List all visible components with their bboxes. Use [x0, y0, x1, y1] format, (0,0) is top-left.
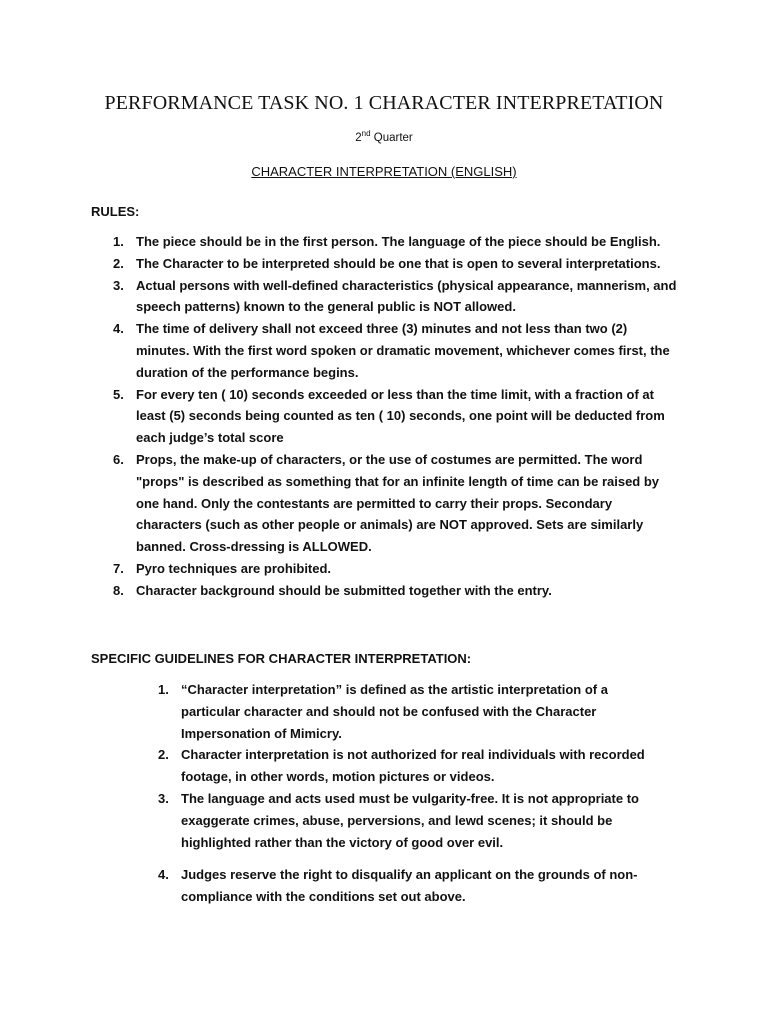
- guideline-item: [158, 744, 654, 788]
- rule-text: Props, the make-up of characters, or the use of costumes are permitted. The word "props" is described as something that for an infinite length of time can be raised by one hand. Only the contestants are permitted to carry their props. Secondary characters (such as other people or animals) are NOT approved. Sets are similarly banned. Cross-dressing is ALLOWED.: [136, 451, 660, 555]
- guideline-item: [158, 864, 654, 908]
- guideline-text: The language and acts used must be vulgarity-free. It is not appropriate to exaggerate crimes, abuse, perversions, and lewd scenes; it should be highlighted rather than the victory of good over evil.: [181, 790, 639, 850]
- rule-item: [113, 231, 679, 253]
- guideline-text: Character interpretation is not authorized for real individuals with recorded footage, in other words, motion pictures or videos.: [181, 747, 645, 785]
- guideline-item: [158, 788, 654, 853]
- rule-item: [113, 253, 679, 275]
- rule-text: The time of delivery shall not exceed three (3) minutes and not less than two (2) minutes. With the first word spoken or dramatic movement, whichever comes first, the duration of the performance begins.: [136, 321, 670, 380]
- quarter-ordinal-suffix: nd: [361, 129, 371, 138]
- guideline-number: 4.: [158, 867, 169, 883]
- quarter-text: Quarter: [370, 132, 413, 144]
- guideline-text: “Character interpretation” is defined as the artistic interpretation of a particular character and should not be confused with the Character Impersonation of Mimicry.: [181, 682, 608, 741]
- rule-item: [113, 580, 679, 602]
- document-title: PERFORMANCE TASK NO. 1 CHARACTER INTERPRETATION: [104, 92, 664, 114]
- rule-text: The Character to be interpreted should be one that is open to several interpretations.: [136, 255, 661, 271]
- rule-text: Actual persons with well-defined characteristics (physical appearance, mannerism, and speech patterns) known to the general public is NOT allowed.: [136, 277, 677, 315]
- rule-number: 4.: [113, 321, 124, 337]
- section-heading: CHARACTER INTERPRETATION (ENGLISH): [251, 164, 517, 179]
- rule-number: 8.: [113, 582, 124, 598]
- guideline-number: 2.: [158, 747, 169, 763]
- rule-number: 7.: [113, 560, 124, 576]
- rule-item: [113, 275, 679, 319]
- rule-text: Pyro techniques are prohibited.: [136, 560, 332, 576]
- rule-number: 5.: [113, 386, 124, 402]
- guideline-number: 3.: [158, 790, 169, 806]
- quarter-number: 2: [355, 132, 362, 144]
- rule-text: For every ten ( 10) seconds exceeded or less than the time limit, with a fraction of at least (5) seconds being counted as ten ( 10) seconds, one point will be deducted from each judge’s total score: [136, 386, 665, 446]
- rule-number: 6.: [113, 451, 124, 467]
- rule-number: 2.: [113, 255, 124, 271]
- guidelines-list: [158, 679, 654, 908]
- guideline-item: [158, 679, 654, 744]
- guideline-text: Judges reserve the right to disqualify an applicant on the grounds of non-compliance with the conditions set out above.: [181, 867, 638, 905]
- rule-number: 3.: [113, 277, 124, 293]
- guidelines-label: SPECIFIC GUIDELINES FOR CHARACTER INTERPRETATION:: [91, 651, 472, 666]
- rules-label: RULES:: [91, 204, 140, 219]
- quarter-subtitle: [0, 129, 768, 144]
- rules-list: [113, 231, 679, 602]
- rule-text: The piece should be in the first person. The language of the piece should be English.: [136, 234, 661, 249]
- rule-item: [113, 318, 679, 383]
- rule-item: [113, 384, 679, 449]
- rule-number: 1.: [113, 234, 124, 249]
- guideline-number: 1.: [158, 682, 169, 697]
- rule-text: Character background should be submitted together with the entry.: [136, 582, 552, 598]
- rule-item: [113, 558, 679, 580]
- rule-item: [113, 449, 679, 558]
